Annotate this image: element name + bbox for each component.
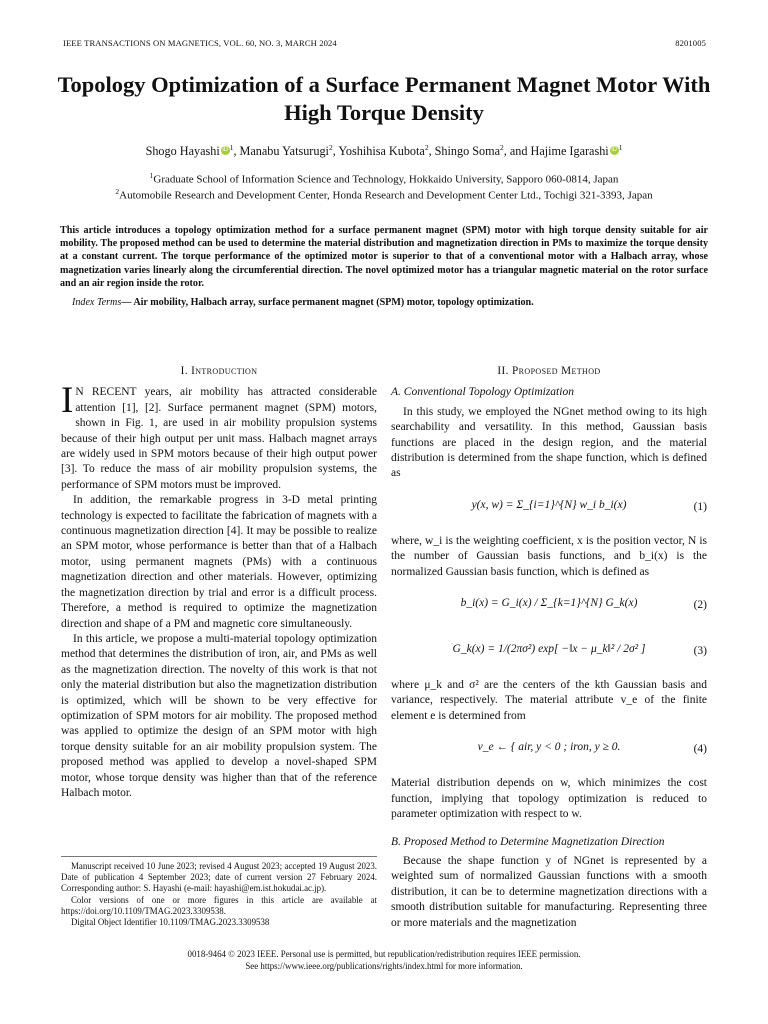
affiliation-2-sup: 2 xyxy=(115,187,120,196)
author-5-affil: 1 xyxy=(618,143,623,152)
author-list: Shogo Hayashi iD $^1$, Manabu Yatsurugi$^2$, Yoshihisa Kubota$^2$, Shingo Soma$^2$, and Hajime Igarashi iD $^1$ xyxy=(145,143,623,159)
footnote xyxy=(61,861,377,928)
intro-paragraph-1 xyxy=(61,380,377,493)
equation-3-number: (3) xyxy=(693,645,707,658)
author-3-affil: 2 xyxy=(424,143,429,152)
subsection-b-heading: B. Proposed Method to Determine Magnetization Direction xyxy=(391,835,665,848)
footnote-doi: Digital Object Identifier 10.1109/TMAG.2023.3309538 xyxy=(71,917,270,928)
subsection-a-heading: A. Conventional Topology Optimization xyxy=(391,386,574,399)
index-terms-text: Air mobility, Halbach array, surface permanent magnet (SPM) motor, topology optimization. xyxy=(133,297,534,308)
author-1-affil: 1 xyxy=(229,143,234,152)
author-4-affil: 2 xyxy=(500,143,504,152)
index-terms-label: Index Terms xyxy=(72,297,122,308)
affiliation-2 xyxy=(40,187,728,202)
method-paragraph-5: Because the shape function y of NGnet is represented by a weighted sum of normalized Gaussian functions with a smooth distribution, it can be to determine magnetization directions with a smooth distribution suitable for manufacturing. Representing three or more materials and the magnetization xyxy=(391,854,707,929)
intro-paragraph-2: In addition, the remarkable progress in 3-D metal printing technology is expected to facilitate the fabrication of magnets with a continuous magnetization direction [4]. It may be possible to realize an SPM motor, whose performance is better than that of a Halbach motor, using permanent magnets (PMs) with a continuous magnetization direction and other materials. However, optimizing the magnetization direction by trial and error is a difficult process. Therefore, a method is required to optimize the magnetization direction and shape of a PM and magnetic core simultaneously. xyxy=(61,494,377,630)
equation-4 xyxy=(391,730,707,770)
author-5[interactable]: Hajime Igarashi xyxy=(530,144,609,159)
left-column xyxy=(61,364,377,801)
copyright-line-2[interactable]: See https://www.ieee.org/publications/rights/index.html for more information. xyxy=(245,961,523,971)
paper-title: Topology Optimization of a Surface Permanent Magnet Motor With High Torque Density xyxy=(57,72,711,125)
equation-2-number: (2) xyxy=(693,599,707,612)
section-heading-proposed-method: II. Proposed Method xyxy=(497,365,601,377)
equation-2-body: b_i(x) = G_i(x) / Σ_{k=1}^{N} G_k(x) xyxy=(460,597,638,610)
equation-3-body: G_k(x) = 1/(2πσ²) exp[ −‖x − μ_k‖² / 2σ² ] xyxy=(452,643,646,656)
index-terms: Index Terms— Air mobility, Halbach array, surface permanent magnet (SPM) motor, topology optimization. xyxy=(72,297,534,308)
footnote-color[interactable]: Color versions of one or more figures in this article are available at https://doi.org/10.1109/TMAG.2023.3309538. xyxy=(61,894,377,916)
method-paragraph-2: where, w_i is the weighting coefficient, x is the position vector, N is the number of Gaussian basis functions, and b_i(x) is the normalized Gaussian basis function, which is defined as xyxy=(391,534,707,578)
drop-cap: I xyxy=(61,380,74,422)
article-number: 8201005 xyxy=(675,38,706,48)
intro-paragraph-1-text: N RECENT years, air mobility has attracted considerable attention [1], [2]. Surface permanent magnet (SPM) motors, shown in Fig. 1, are used in air mobility propulsion systems because of their high output per unit mass. Halbach magnet arrays are widely used in SPM motors because of their high output power [3]. To reduce the mass of air mobility propulsion systems, the performance of SPM motors must be improved. xyxy=(61,386,377,491)
right-column xyxy=(391,364,707,931)
affiliation-1-text: Graduate School of Information Science and Technology, Hokkaido University, Sapporo 060-0814, Japan xyxy=(153,173,619,186)
method-paragraph-3: where μ_k and σ² are the centers of the kth Gaussian basis and variance, respectively. The material attribute v_e of the finite element e is determined from xyxy=(391,679,707,722)
orcid-icon[interactable]: iD xyxy=(222,147,229,154)
author-3[interactable]: Yoshihisa Kubota xyxy=(338,144,425,159)
equation-4-body: v_e ← { air, y < 0 ; iron, y ≥ 0. xyxy=(477,741,621,754)
footnote-rule xyxy=(61,856,377,857)
copyright-line-1: 0018-9464 © 2023 IEEE. Personal use is permitted, but republication/redistribution requires IEEE permission. xyxy=(187,949,581,959)
affiliation-2-text: Automobile Research and Development Center, Honda Research and Development Center Ltd., Tochigi 321-3393, Japan xyxy=(119,189,653,202)
footnote-manuscript: Manuscript received 10 June 2023; revised 4 August 2023; accepted 19 August 2023. Date of publication 4 September 2023; date of current version 27 February 2024. Corresponding author: S. Hayashi (e-mail: hayashi@em.ist.hokudai.ac.jp). xyxy=(61,861,377,894)
orcid-icon[interactable]: iD xyxy=(611,147,618,154)
method-paragraph-1: In this study, we employed the NGnet method owing to its high searchability and versatility. In this method, Gaussian basis functions are placed in the design region, and the material distribution is determined from the shape function, which is defined as xyxy=(391,405,707,480)
section-heading-introduction: I. Introduction xyxy=(180,365,258,377)
equation-2 xyxy=(391,586,707,626)
author-2-affil: 2 xyxy=(328,143,333,152)
affiliation-1-sup: 1 xyxy=(149,171,154,180)
abstract: This article introduces a topology optimization method for a surface permanent magnet (SPM) motor with high torque density suitable for air mobility. The proposed method can be used to determine the material distribution and magnetization direction in PMs to maximize the torque density at a constant current. The torque performance of the optimized motor is superior to that of a conventional motor with a Halbach array, whose magnetization varies linearly along the circumferential direction. The novel optimized motor has a triangular magnetic material on the rotor surface and an air region inside the rotor. xyxy=(60,225,708,289)
author-2[interactable]: Manabu Yatsurugi xyxy=(239,144,329,159)
author-1[interactable]: Shogo Hayashi xyxy=(145,144,220,159)
method-paragraph-4: Material distribution depends on w, which minimizes the cost function, implying that topology optimization is reduced to parameter optimization with respect to w. xyxy=(391,777,707,821)
running-header: IEEE TRANSACTIONS ON MAGNETICS, VOL. 60, NO. 3, MARCH 2024 xyxy=(63,38,337,48)
author-4[interactable]: Shingo Soma xyxy=(434,144,501,159)
equation-4-number: (4) xyxy=(693,743,707,756)
equation-3 xyxy=(391,632,707,672)
equation-1 xyxy=(391,488,707,528)
affiliation-1 xyxy=(40,171,728,186)
copyright-notice xyxy=(40,948,728,972)
equation-1-body: y(x, w) = Σ_{i=1}^{N} w_i b_i(x) xyxy=(471,498,627,511)
intro-paragraph-3: In this article, we propose a multi-material topology optimization method that determines the distribution of iron, air, and PMs as well as the magnetization direction. The novelty of this work is that not only the material distribution but also the magnetization distribution is optimized, which will be shown to be very effective for optimization of SPM motors for air mobility. The proposed method was applied to optimize the design of an SPM motor with high torque density suitable for an air mobility propulsion system. The proposed method was applied to develop a novel-shaped SPM motor, whose torque density was higher than that of the reference Halbach motor. xyxy=(61,632,377,799)
equation-1-number: (1) xyxy=(693,500,707,513)
